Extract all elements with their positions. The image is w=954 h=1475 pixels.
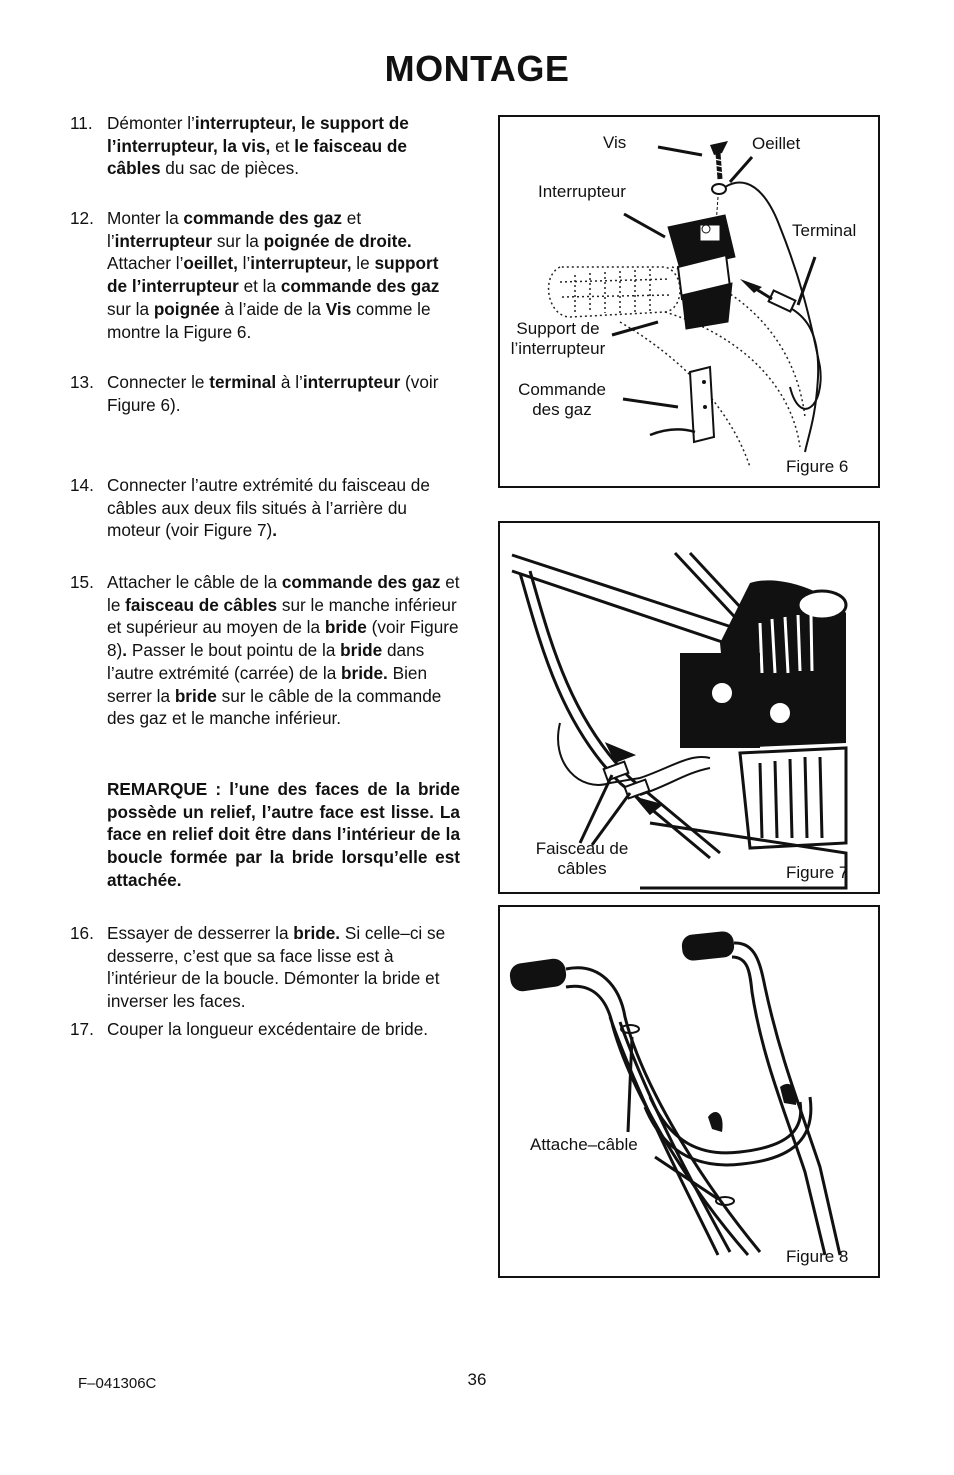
page-title: MONTAGE — [384, 48, 570, 89]
label-commande-line1: Commande — [518, 380, 606, 399]
figure-6 — [498, 115, 880, 488]
body-text: du sac de pièces. — [160, 158, 300, 179]
label-faisceau-line1: Faisceau de — [535, 839, 629, 858]
body-text: comme le montre la Figure 6. — [107, 298, 431, 342]
switch-assembly-illustration — [500, 117, 878, 486]
switch-icon — [668, 215, 735, 329]
step-number: 16. — [70, 923, 94, 943]
body-text: (voir Figure 8) — [107, 617, 459, 661]
emphasized-text: bride — [340, 640, 383, 661]
emphasized-text: poignée de droite. — [263, 230, 412, 251]
step-text — [107, 207, 460, 343]
figure-7 — [498, 521, 880, 894]
body-text: à l’ — [276, 372, 303, 392]
body-text: sur la — [107, 298, 154, 319]
label-faisceau — [522, 839, 642, 879]
label-vis: Vis — [603, 133, 627, 152]
emphasized-text: bride. — [293, 923, 341, 943]
step-number: 14. — [70, 475, 94, 495]
label-terminal: Terminal — [792, 221, 857, 240]
emphasized-text: bride. — [341, 662, 388, 683]
label-faisceau-line2: câbles — [557, 859, 607, 878]
figure-6-caption: Figure 6 — [786, 457, 849, 476]
step-text — [107, 112, 460, 180]
handlebar-tie-illustration — [500, 907, 878, 1276]
body-text: et le — [107, 572, 460, 615]
body-text: Essayer de desserrer la — [107, 923, 294, 943]
remark-note: REMARQUE : l’une des faces de la bride possède un relief, l’autre face est lisse. La face en relief doit être dans l’intérieur de la boucle formée par la bride lorsqu’elle est attachée. — [107, 779, 460, 890]
body-text: à l’aide de la — [219, 298, 326, 319]
emphasized-text: interrupteur — [302, 372, 401, 392]
emphasized-text: oeillet, — [183, 253, 238, 274]
label-oeillet: Oeillet — [752, 134, 801, 153]
label-attache-cable: Attache–câble — [530, 1135, 638, 1154]
step-number: 12. — [70, 208, 94, 228]
figure-8 — [498, 905, 880, 1278]
emphasized-text: . — [272, 520, 278, 541]
emphasized-text: faisceau de câbles — [125, 594, 278, 615]
emphasized-text: . — [122, 640, 128, 661]
body-text: Bien serrer la — [107, 662, 428, 706]
step-text — [107, 474, 460, 542]
body-text: Attacher l’ — [107, 253, 184, 274]
label-support-line1: Support de — [516, 319, 600, 338]
step-15 — [70, 571, 460, 730]
body-text: le — [351, 253, 375, 274]
emphasized-text: terminal — [209, 372, 277, 392]
body-text: sur le manche inférieur et supérieur au moyen de la — [107, 594, 457, 638]
page-number: 36 — [467, 1370, 487, 1389]
emphasized-text: interrupteur, — [250, 253, 352, 274]
emphasized-text: commande des gaz — [281, 572, 441, 592]
step-13 — [70, 371, 460, 416]
body-text: sur le câble de la commande des gaz et le manche inférieur. — [107, 685, 442, 729]
body-text: Attacher le câble de la — [107, 572, 282, 592]
emphasized-text: le faisceau de câbles — [107, 135, 407, 179]
body-text: Connecter l’autre extrémité du faisceau de câbles aux deux fils situés à l’arrière du moteur (voir Figure 7) — [107, 475, 430, 541]
step-text — [107, 571, 460, 730]
step-11 — [70, 112, 460, 180]
body-text: et — [270, 135, 295, 156]
emphasized-text: poignée — [153, 298, 220, 319]
emphasized-text: commande des gaz — [280, 276, 440, 297]
step-text — [107, 1018, 460, 1041]
body-text: sur la — [212, 230, 264, 251]
handle-frame — [566, 943, 840, 1255]
emphasized-text: commande des gaz — [183, 208, 342, 228]
emphasized-text: bride — [324, 617, 367, 638]
step-12 — [70, 207, 460, 343]
label-support — [504, 319, 612, 359]
step-number: 11. — [70, 113, 93, 133]
body-text: dans l’autre extrémité (carrée) de la — [107, 640, 425, 683]
label-commande-line2: des gaz — [532, 400, 592, 419]
engine-wiring-illustration — [500, 523, 878, 892]
body-text: Si celle–ci se desserre, c’est que sa face lisse est à l’intérieur de la boucle. Démonter la bride et inverser les faces. — [107, 923, 446, 1012]
label-interrupteur: Interrupteur — [538, 182, 626, 201]
grip-icon — [508, 930, 735, 992]
step-number: 15. — [70, 572, 94, 592]
figure-7-caption: Figure 7 — [786, 863, 849, 882]
step-14 — [70, 474, 460, 542]
body-text: et l’ — [107, 208, 362, 251]
step-17 — [70, 1018, 460, 1041]
body-text: Démonter l’ — [107, 113, 195, 133]
body-text: et la — [238, 276, 281, 297]
document-code: F–041306C — [78, 1375, 157, 1392]
emphasized-text: support de l’interrupteur — [107, 253, 439, 297]
body-text: l’ — [237, 253, 251, 274]
emphasized-text: interrupteur, le support de l’interrupteur, la vis, — [107, 113, 409, 156]
step-text — [107, 922, 460, 1013]
step-16 — [70, 922, 460, 1013]
emphasized-text: Vis — [325, 298, 352, 319]
label-commande — [510, 380, 614, 420]
label-support-line2: l’interrupteur — [510, 339, 606, 358]
body-text: Passer le bout pointu de la — [127, 640, 341, 661]
body-text: Monter la — [107, 208, 184, 228]
figure-8-caption: Figure 8 — [786, 1247, 849, 1266]
step-text — [107, 371, 460, 416]
step-number: 13. — [70, 372, 94, 392]
emphasized-text: bride — [174, 685, 217, 706]
body-text: Connecter le — [107, 372, 210, 392]
body-text: (voir Figure 6). — [107, 372, 439, 415]
step-number: 17. — [70, 1019, 94, 1039]
emphasized-text: interrupteur — [114, 230, 213, 251]
body-text: Couper la longueur excédentaire de bride. — [107, 1019, 429, 1039]
